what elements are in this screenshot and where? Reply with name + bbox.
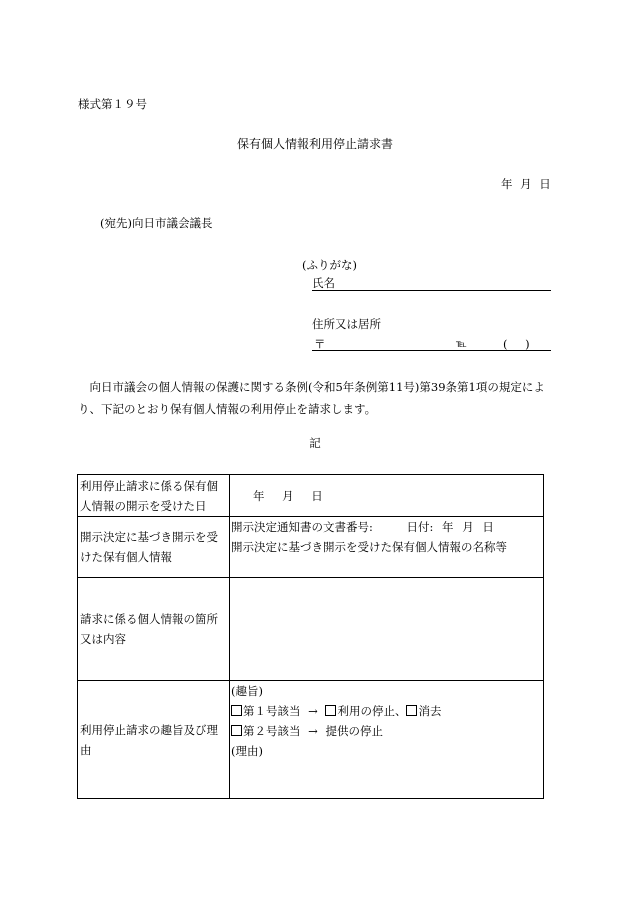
- erase-label: 消去: [418, 704, 442, 718]
- postal-mark: 〒: [314, 337, 326, 351]
- stop-provision-label: 提供の停止: [325, 724, 383, 738]
- suspend-use-checkbox[interactable]: [325, 705, 336, 716]
- option-item-1: [231, 701, 543, 721]
- reason-heading: (理由): [231, 744, 263, 758]
- request-table: [77, 474, 544, 799]
- document-title: 保有個人情報利用停止請求書: [236, 137, 393, 151]
- name-label: 氏名: [312, 276, 335, 290]
- option1-label: 第１号該当: [243, 704, 301, 718]
- notice-date-label: 日付: 年 月 日: [406, 520, 494, 534]
- table-row: [78, 475, 544, 517]
- purpose-reason-label: 利用停止請求の趣旨及び理由: [78, 681, 230, 799]
- purpose-reason-field[interactable]: [230, 681, 544, 799]
- option-item-2: [231, 721, 543, 741]
- arrow-icon: →: [308, 704, 318, 718]
- option1-checkbox[interactable]: [231, 705, 242, 716]
- suspend-use-label: 利用の停止、: [337, 704, 407, 718]
- address-label: 住所又は居所: [312, 317, 381, 331]
- table-row: [78, 578, 544, 681]
- purpose-heading: (趣旨): [231, 684, 263, 698]
- furigana-label: (ふりがな): [302, 258, 357, 272]
- table-row: [78, 517, 544, 578]
- request-date: 年 月 日: [501, 177, 551, 191]
- erase-checkbox[interactable]: [406, 705, 417, 716]
- ki-heading: 記: [309, 436, 321, 450]
- addressee: (宛先)向日市議会議長: [100, 216, 213, 230]
- request-statement: 向日市議会の個人情報の保護に関する条例(令和5年条例第11号)第39条第1項の規定により、下記のとおり保有個人情報の利用停止を請求します。: [78, 380, 545, 416]
- disclosed-info-name-label: 開示決定に基づき開示を受けた保有個人情報の名称等: [231, 540, 507, 554]
- disclosed-info-label: 開示決定に基づき開示を受けた保有個人情報: [78, 517, 230, 578]
- disclosure-date-value: 年 月 日: [253, 488, 323, 503]
- option2-checkbox[interactable]: [231, 725, 242, 736]
- option2-label: 第２号該当: [243, 724, 301, 738]
- tel-parentheses: ( ): [503, 337, 530, 351]
- name-field[interactable]: [312, 276, 551, 291]
- disclosure-date-label: 利用停止請求に係る保有個人情報の開示を受けた日: [78, 475, 230, 517]
- info-location-label: 請求に係る個人情報の箇所又は内容: [78, 578, 230, 681]
- tel-label: ℡: [456, 339, 467, 350]
- disclosure-date-field[interactable]: [230, 475, 544, 517]
- form-number: 様式第１９号: [78, 97, 147, 111]
- info-location-field[interactable]: [230, 578, 544, 681]
- notice-number-label: 開示決定通知書の文書番号:: [231, 520, 373, 534]
- arrow-icon: →: [308, 724, 318, 738]
- table-row: [78, 681, 544, 799]
- disclosed-info-field[interactable]: [230, 517, 544, 578]
